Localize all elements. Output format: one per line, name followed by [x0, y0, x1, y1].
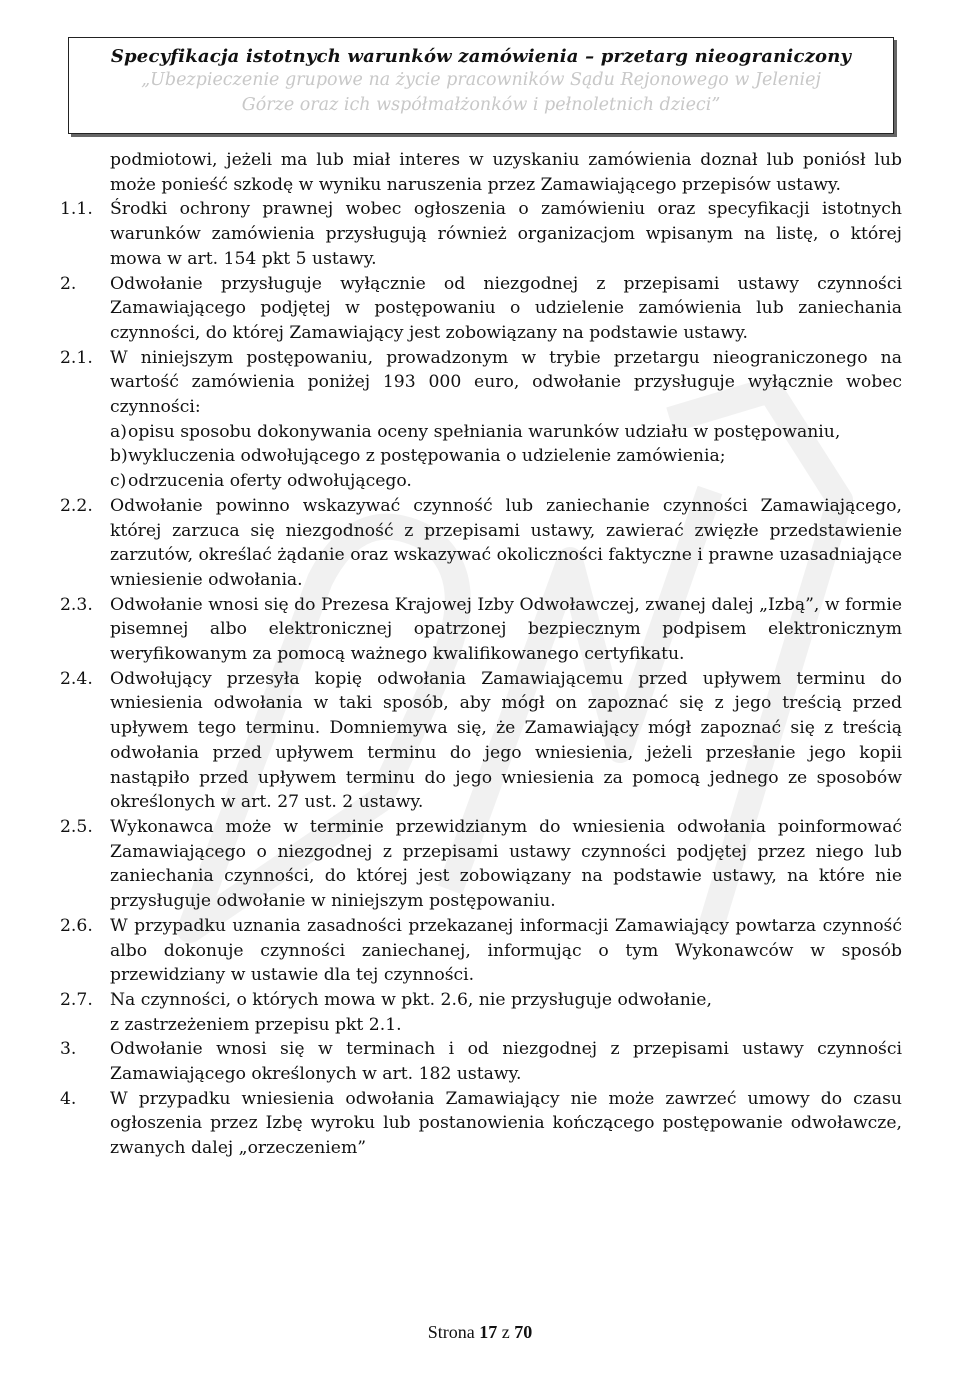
section-number: 3.	[60, 1039, 77, 1060]
section-3	[60, 1037, 902, 1086]
section-text: W przypadku uznania zasadności przekazanej informacji Zamawiający powtarza czynność albo dokonuje czynności zaniechanej, informując o tym Wykonawców w sposób przewidziany w ustawie dla tej czynności.	[110, 915, 902, 986]
section-number: 4.	[60, 1088, 77, 1109]
section-text: Odwołanie przysługuje wyłącznie od niezgodnej z przepisami ustawy czynności Zamawiającego podjętej w postępowaniu o udzielenie zamówienia lub zaniechania czynności, do której Zamawiający jest zobowiązany na podstawie ustawy.	[110, 273, 902, 343]
section-number: 1.1.	[60, 199, 93, 220]
header-subtitle-line1: „Ubezpieczenie grupowe na życie pracowników Sądu Rejonowego w Jeleniej	[141, 70, 821, 90]
list-item-text: opisu sposobu dokonywania oceny spełniania warunków udziału w postępowaniu,	[128, 421, 841, 442]
footer-total-pages: 70	[514, 1322, 533, 1342]
section-2-7	[60, 988, 902, 1037]
section-text: W niniejszym postępowaniu, prowadzonym w trybie przetargu nieograniczonego na wartość zamówienia poniżej 193 000 euro, odwołanie przysługuje wyłącznie wobec czynności:	[110, 347, 902, 418]
footer-prefix: Strona	[427, 1322, 475, 1342]
section-number: 2.1.	[60, 347, 93, 368]
section-text: Odwołujący przesyła kopię odwołania Zamawiającemu przed upływem terminu do wniesienia odwołania w taki sposób, aby mógł on zapoznać się z jego treścią przed upływem tego terminu. Domniemywa się, że Zamawiający mógł zapoznać się z treścią odwołania przed upływem terminu do jego wniesienia, jeżeli przesłanie jego kopii nastąpiło przed upływem terminu do jego wniesienia za pomocą jednego ze sposobów określonych w art. 27 ust. 2 ustawy.	[110, 668, 902, 813]
section-text: Odwołanie wnosi się w terminach i od niezgodnej z przepisami ustawy czynności Zamawiającego określonych w art. 182 ustawy.	[110, 1039, 902, 1085]
list-item-text: wykluczenia odwołującego z postępowania o udzielenie zamówienia;	[128, 446, 726, 467]
document-header	[68, 37, 894, 134]
section-4	[60, 1087, 902, 1161]
footer-separator: z	[501, 1322, 510, 1342]
list-item-label: a)	[110, 421, 127, 442]
section-2-2	[60, 494, 902, 593]
section-2-3	[60, 593, 902, 667]
section-number: 2.5.	[60, 816, 93, 837]
section-number: 2.2.	[60, 495, 93, 516]
section-2-5	[60, 815, 902, 914]
list-item	[60, 420, 902, 445]
list-item	[60, 469, 902, 494]
section-text: Odwołanie powinno wskazywać czynność lub zaniechanie czynności Zamawiającego, której zarzuca się niezgodność z przepisami ustawy, zawierać zwięzłe przedstawienie zarzutów, określać żądanie oraz wskazywać okoliczności faktyczne i prawne uzasadniające wniesienie odwołania.	[110, 495, 902, 590]
section-text: Odwołanie wnosi się do Prezesa Krajowej Izby Odwoławczej, zwanej dalej „Izbą”, w formie pisemnej albo elektronicznej opatrzonej bezpiecznym podpisem elektronicznym weryfikowanym za pomocą ważnego kwalifikowanego certyfikatu.	[110, 594, 902, 665]
section-1-1	[60, 197, 902, 271]
section-2-1	[60, 346, 902, 420]
section-number: 2.4.	[60, 668, 93, 689]
section-text-line1: Na czynności, o których mowa w pkt. 2.6, nie przysługuje odwołanie,	[110, 989, 712, 1010]
footer-page-number: 17	[479, 1322, 498, 1342]
section-2-6	[60, 914, 902, 988]
page-footer	[0, 1322, 960, 1343]
list-item-label: c)	[110, 471, 127, 492]
document-body	[60, 148, 902, 1161]
section-text: Środki ochrony prawnej wobec ogłoszenia o zamówieniu oraz specyfikacji istotnych warunków zamówienia przysługują również organizacjom wpisanym na listę, o której mowa w art. 154 pkt 5 ustawy.	[110, 199, 902, 269]
section-text-line2: z zastrzeżeniem przepisu pkt 2.1.	[110, 1014, 402, 1035]
section-2-4	[60, 667, 902, 815]
section-2	[60, 272, 902, 346]
list-item-text: odrzucenia oferty odwołującego.	[128, 471, 412, 492]
section-number: 2.7.	[60, 989, 93, 1010]
section-number: 2.3.	[60, 594, 93, 615]
section-text: W przypadku wniesienia odwołania Zamawiający nie może zawrzeć umowy do czasu ogłoszenia przez Izbę wyroku lub postanowienia kończącego postępowanie odwoławcze, zwanych dalej „orzeczeniem”	[110, 1088, 902, 1159]
header-title: Specyfikacja istotnych warunków zamówienia – przetarg nieograniczony	[110, 46, 852, 67]
section-number: 2.6.	[60, 915, 93, 936]
list-item	[60, 444, 902, 469]
header-subtitle-line2: Górze oraz ich współmałżonków i pełnoletnich dzieci”	[241, 95, 721, 115]
list-item-label: b)	[110, 446, 128, 467]
section-number: 2.	[60, 273, 77, 294]
intro-paragraph: podmiotowi, jeżeli ma lub miał interes w uzyskaniu zamówienia doznał lub poniósł lub może ponieść szkodę w wyniku naruszenia przez Zamawiającego przepisów ustawy.	[110, 150, 902, 195]
section-text: Wykonawca może w terminie przewidzianym do wniesienia odwołania poinformować Zamawiającego o niezgodnej z przepisami ustawy czynności podjętej przez niego lub zaniechania czynności, do której jest zobowiązany na podstawie ustawy, na które nie przysługuje odwołanie w niniejszym postępowaniu.	[110, 816, 902, 912]
